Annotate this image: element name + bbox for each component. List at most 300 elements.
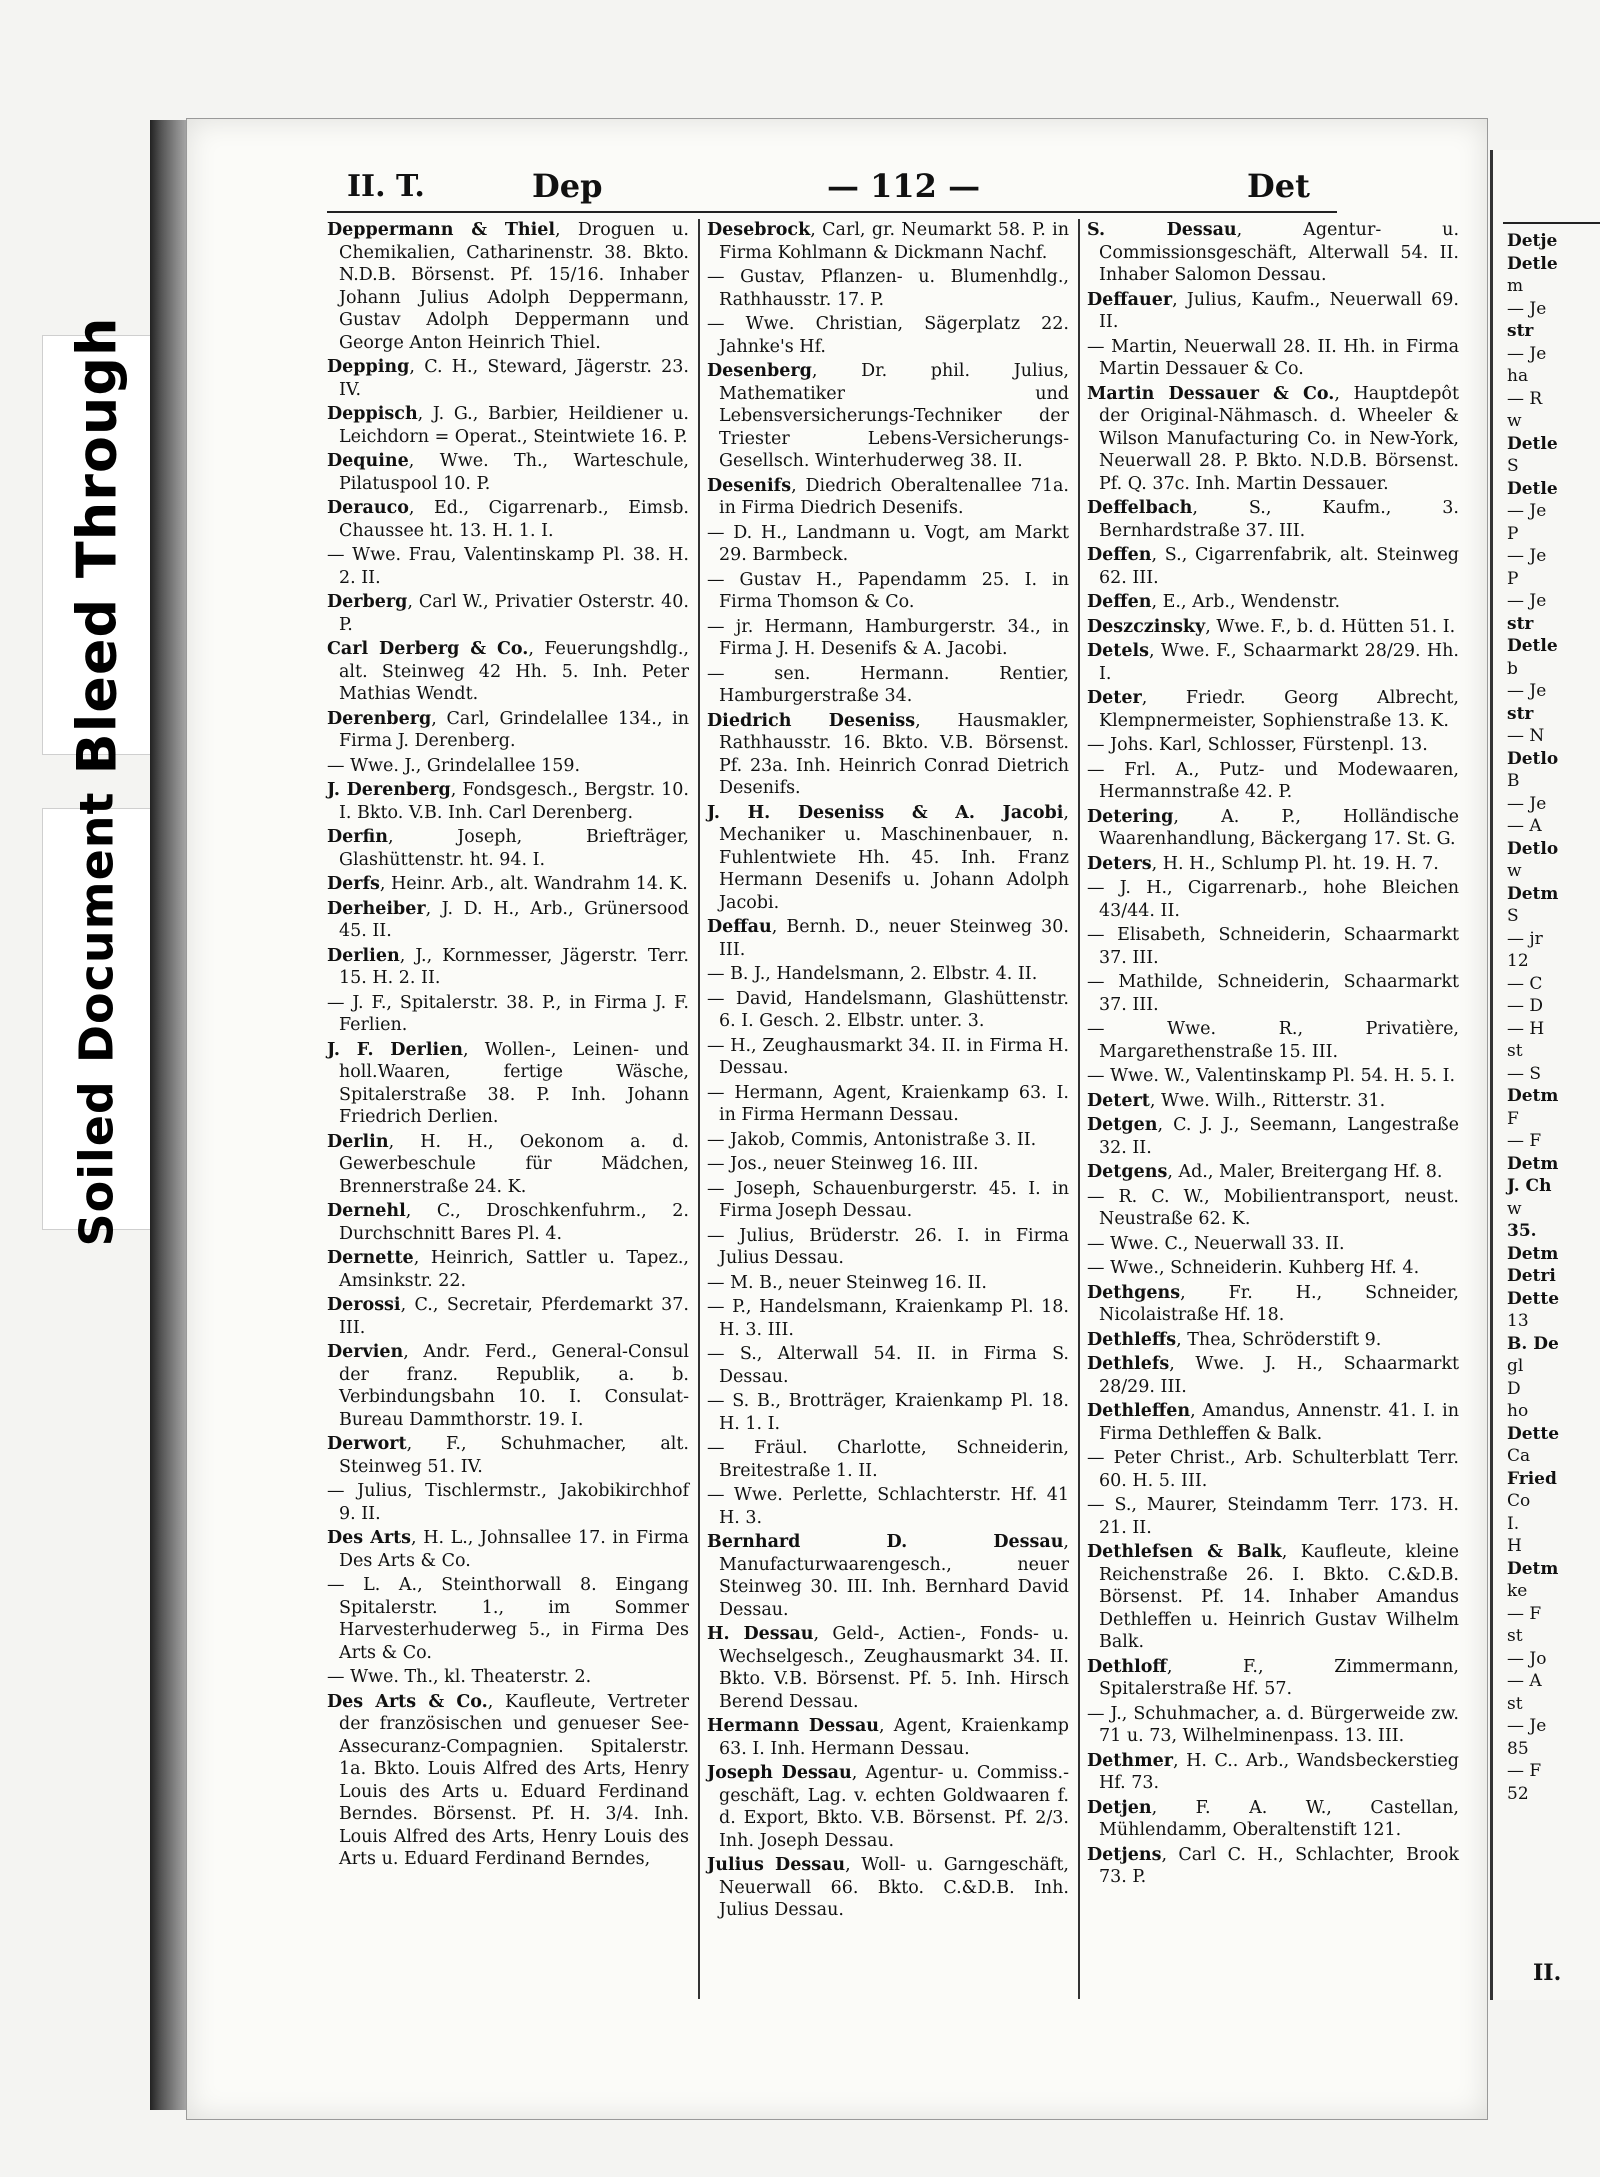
entry-details: , Carl, gr. Neumarkt 58. P. in Firma Kohlmann & Dickmann Nachf. [719,220,1069,263]
entry-details: — Wwe. Perlette, Schlachterstr. Hf. 41 H. 3. [707,1485,1069,1528]
entry-details: , H. H., Oekonom a. d. Gewerbeschule für Mädchen, Brennerstraße 24. K. [339,1131,689,1197]
facing-page-line: gl [1507,1356,1524,1376]
directory-entry [707,802,1069,915]
facing-page-line: — H [1507,1018,1545,1039]
entry-details: , Geld-, Actien-, Fonds- u. Wechselgesch., Zeughausmarkt 34. II. Bkto. V.B. Börsenst. Pf. 5. Inh. Hirsch Berend Dessau. [719,1624,1069,1712]
directory-entry [327,356,689,401]
entry-details: , Carl, Grindelallee 134., in Firma J. Derenberg. [339,708,689,751]
directory-entry [1087,1353,1459,1398]
entry-name: Hermann Dessau [707,1716,880,1736]
directory-entry [707,1484,1069,1529]
entry-details: — B. J., Handelsmann, 2. Elbstr. 4. II. [707,964,1038,984]
entry-name: Deter [1087,688,1142,708]
directory-entry [707,1296,1069,1341]
directory-entry [327,826,689,871]
facing-page-line: B [1507,771,1520,791]
facing-page-line: Detm [1507,883,1559,904]
entry-details: — Wwe. C., Neuerwall 33. II. [1087,1233,1345,1254]
entry-details: , S., Cigarrenfabrik, alt. Steinweg 62. III. [1099,545,1459,588]
entry-name: J. H. Deseniss & A. Jacobi [707,802,1064,823]
facing-page-line: Dette [1507,1423,1560,1444]
facing-page-line: F [1507,1108,1519,1129]
facing-page-line: st [1507,1041,1523,1061]
directory-entry [1087,591,1459,614]
entry-details: — Frl. A., Putz- und Modewaaren, Hermannstraße 42. P. [1087,759,1459,802]
directory-entry [707,475,1069,520]
facing-page-line: — C [1507,973,1543,994]
entry-details: — J., Schuhmacher, a. d. Bürgerweide zw. 71 u. 73, Wilhelminenpass. 13. III. [1087,1703,1459,1746]
facing-page-line: — Je [1507,298,1547,319]
facing-page-line: S [1507,906,1519,926]
header-rule [327,211,1337,213]
directory-entry [707,522,1069,567]
directory-entry [707,219,1069,264]
entry-name: Julius Dessau [707,1855,846,1875]
directory-entry [707,1129,1069,1152]
directory-entry [707,616,1069,661]
entry-details: , Andr. Ferd., General-Consul der franz. Republik, a. b. Verbindungsbahn 10. I. Consulat-Bureau Dammthorstr. 19. I. [339,1342,689,1430]
entry-name: Dethmer [1087,1750,1173,1771]
facing-page-line: Detm [1507,1153,1559,1174]
entry-details: , Amandus, Annenstr. 41. I. in Firma Dethleffen & Balk. [1099,1401,1459,1444]
entry-details: — Wwe. W., Valentinskamp Pl. 54. H. 5. I. [1087,1066,1456,1086]
entry-details: , F. A. W., Castellan, Mühlendamm, Oberaltenstift 121. [1099,1797,1459,1840]
entry-details: — Johs. Karl, Schlosser, Fürstenpl. 13. [1087,735,1428,755]
directory-entry [327,708,689,753]
entry-name: Dethloff [1087,1656,1167,1677]
facing-page-line: Fried [1507,1468,1557,1489]
entry-details: , Friedr. Georg Albrecht, Klempnermeister, Sophienstraße 13. K. [1099,688,1459,731]
facing-page-line: w [1507,861,1522,881]
entry-details: , H. C.. Arb., Wandsbeckerstieg Hf. 73. [1099,1750,1459,1793]
column-divider-1 [698,219,700,1999]
facing-page-line: Detlo [1507,748,1559,769]
directory-entry [707,710,1069,800]
column-2 [707,219,1069,1924]
entry-details: — Gustav H., Papendamm 25. I. in Firma Thomson & Co. [707,569,1069,612]
facing-page-line: — Jo [1507,1648,1547,1669]
entry-name: Derfs [327,874,380,894]
facing-page-line: — Je [1507,591,1547,611]
entry-name: Dethlefsen & Balk [1087,1542,1282,1562]
entry-name: Depping [327,357,410,377]
entry-name: Dernette [327,1248,414,1268]
entry-name: Desenberg [707,361,812,381]
entry-details: , Wwe. Th., Warteschule, Pilatuspool 10. P. [339,451,689,494]
entry-name: Detgens [1087,1162,1168,1182]
entry-details: , S., Kaufm., 3. Bernhardstraße 37. III. [1099,498,1459,541]
entry-name: Derfin [327,827,388,847]
facing-page-line: Ca [1507,1446,1531,1466]
facing-page-line: ke [1507,1581,1528,1601]
entry-details: — S., Maurer, Steindamm Terr. 173. H. 21. II. [1087,1495,1459,1538]
entry-details: , Heinrich, Sattler u. Tapez., Amsinkstr. 22. [339,1248,689,1291]
directory-entry [707,1178,1069,1223]
facing-page-line: P [1507,523,1519,544]
entry-details: — David, Handelsmann, Glashüttenstr. 6. I. Gesch. 2. Elbstr. unter. 3. [707,988,1069,1031]
facing-page-line: B. De [1507,1333,1559,1354]
entry-details: , Agent, Kraienkamp 63. I. Inh. Hermann Dessau. [719,1716,1069,1759]
entry-name: Desenifs [707,475,792,496]
directory-entry [1087,336,1459,381]
facing-page-line: Detle [1507,433,1558,454]
directory-entry [1087,806,1459,851]
entry-name: Derossi [327,1295,401,1315]
directory-entry [1087,1541,1459,1654]
facing-page-line: 52 [1507,1783,1529,1804]
facing-page-line: — jr [1507,928,1543,949]
entry-details: , Mechaniker u. Maschinenbauer, n. Fuhlentwiete Hh. 45. Inh. Franz Hermann Desenifs u. Johann Adolph Jacobi. [719,802,1069,913]
facing-page-line: — Je [1507,1716,1547,1736]
directory-entry [327,1433,689,1478]
entry-name: Bernhard D. Dessau [707,1532,1064,1552]
facing-page-line: m [1507,276,1524,296]
facing-page-line: — Je [1507,546,1547,566]
entry-name: Deszczinsky [1087,616,1206,637]
entry-name: Derlien [327,945,400,966]
facing-page-line: — Je [1507,793,1547,814]
entry-name: Martin Dessauer & Co. [1087,383,1335,404]
directory-entry [707,1623,1069,1713]
entry-details: , Kaufleute, kleine Reichenstraße 26. I. Bkto. C.&D.B. Börsenst. Pf. 14. Inhaber Amandus Dethleffen u. Heinrich Gustav Wilhelm Balk. [1099,1542,1459,1652]
entry-name: Derauco [327,498,409,518]
entry-details: , J., Kornmesser, Jägerstr. Terr. 15. H. 2. II. [339,945,689,988]
entry-name: Detels [1087,641,1150,661]
facing-page-line: ho [1507,1401,1529,1421]
entry-details: — Wwe. J., Grindelallee 159. [327,755,581,776]
facing-page-line: ha [1507,366,1529,386]
facing-page-line: str [1507,613,1534,634]
entry-details: , Droguen u. Chemikalien, Catharinenstr. 38. Bkto. N.D.B. Börsenst. Pf. 15/16. Inhaber Johann Julius Adolph Deppermann, Gustav Adolph Deppermann und George Anton Heinrich Thiel. [339,220,689,353]
directory-entry [327,1200,689,1245]
entry-details: — S., Alterwall 54. II. in Firma S. Dessau. [707,1344,1069,1387]
directory-entry [1087,1161,1459,1184]
directory-entry [1087,1018,1459,1063]
entry-details: , Fondsgesch., Bergstr. 10. I. Bkto. V.B. Inh. Carl Derenberg. [339,780,689,823]
directory-entry [707,360,1069,473]
facing-page-line: str [1507,703,1534,724]
entry-details: , Bernh. D., neuer Steinweg 30. III. [719,917,1069,960]
entry-details: — S. B., Brotträger, Kraienkamp Pl. 18. H. 1. I. [707,1391,1069,1434]
entry-name: Deffen [1087,545,1152,565]
entry-details: , H. L., Johnsallee 17. in Firma Des Arts & Co. [339,1528,689,1571]
facing-page-line: I. [1507,1513,1520,1534]
facing-page-line: — N [1507,726,1545,746]
facing-page-line: Detlo [1507,838,1559,859]
entry-name: J. Derenberg [327,780,451,800]
directory-entry [1087,971,1459,1016]
facing-page-line: Detm [1507,1558,1559,1579]
book-page-edges [150,120,188,2110]
facing-page-line: — Je [1507,681,1547,701]
entry-details: — sen. Hermann. Rentier, Hamburgerstraße 34. [707,663,1069,706]
directory-entry [707,1854,1069,1922]
entry-details: — Wwe. Th., kl. Theaterstr. 2. [327,1667,592,1687]
entry-details: , Carl C. H., Schlachter, Brook 73. P. [1099,1844,1459,1887]
directory-entry [327,1691,689,1871]
entry-details: — Wwe. Christian, Sägerplatz 22. Jahnke's Hf. [707,314,1069,357]
soiled-document-text: Soiled Document [70,791,125,1247]
facing-page-line: 13 [1507,1311,1529,1331]
entry-details: , E., Arb., Wendenstr. [1151,592,1341,612]
entry-name: Dethgens [1087,1282,1181,1303]
entry-details: , Kaufleute, Vertreter der französischen und genueser See-Assecuranz-Compagnien. Spitalerstr. 1a. Bkto. Louis Alfred des Arts, Henry Louis des Arts u. Eduard Ferdinand Berndes. Börsenst. Pf. H. 3/4. Inh. Louis Alfred des Arts, Henry Louis des Arts u. Eduard Ferdinand Berndes, [339,1691,690,1869]
directory-entry [1087,1186,1459,1231]
entry-details: — Fräul. Charlotte, Schneiderin, Breitestraße 1. II. [707,1438,1069,1481]
directory-entry [1087,877,1459,922]
directory-entry [1087,544,1459,589]
soiled-document-label [42,791,152,1247]
directory-entry [327,755,689,778]
entry-name: Deffen [1087,592,1152,612]
directory-entry [707,569,1069,614]
directory-entry [327,1247,689,1292]
directory-entry [327,1341,689,1431]
entry-details: , Wollen-, Leinen- und holl.Waaren, fertige Wäsche, Spitalerstraße 38. P. Inh. Johann Friedrich Derlien. [339,1039,690,1127]
entry-details: , Joseph, Briefträger, Glashüttenstr. ht. 94. I. [339,827,689,870]
entry-name: Detgen [1087,1115,1158,1135]
entry-details: — J. H., Cigarrenarb., hohe Bleichen 43/44. II. [1087,878,1459,921]
facing-page-line: Detle [1507,636,1558,656]
directory-entry [707,1390,1069,1435]
facing-page-line: w [1507,1198,1522,1219]
entry-name: Dethlefs [1087,1354,1170,1374]
directory-entry [707,1343,1069,1388]
entry-details: , Agentur- u. Commissionsgeschäft, Alterwall 54. II. Inhaber Salomon Dessau. [1099,220,1460,285]
directory-entry [327,403,689,448]
facing-page-line: — D [1507,996,1544,1016]
header-left: II. T. [347,169,425,204]
entry-details: — Hermann, Agent, Kraienkamp 63. I. in Firma Hermann Dessau. [707,1082,1069,1125]
facing-page-line: w [1507,411,1522,431]
directory-entry [1087,1090,1459,1113]
directory-entry [707,266,1069,311]
facing-page-text [1507,230,1559,1805]
facing-page-line: P [1507,568,1519,589]
directory-entry [707,916,1069,961]
facing-page-line: st [1507,1626,1523,1646]
entry-name: J. F. Derlien [327,1039,463,1060]
entry-name: Derheiber [327,898,426,919]
entry-details: — L. A., Steinthorwall 8. Eingang Spitalerstr. 1., im Sommer Harvesterhuderweg 5., in Firma Des Arts & Co. [327,1575,689,1663]
entry-details: — Wwe. R., Privatière, Margarethenstraße 15. III. [1087,1019,1459,1062]
entry-details: , Agentur- u. Commiss.-geschäft, Lag. v. echten Goldwaaren f. d. Export, Bkto. V.B. Börsenst. Pf. 2/3. Inh. Joseph Dessau. [719,1763,1069,1851]
directory-entry [707,313,1069,358]
directory-entry [1087,1400,1459,1445]
facing-page-line: — F [1507,1761,1542,1781]
directory-entry [1087,759,1459,804]
entry-details: , C., Droschkenfuhrm., 2. Durchschnitt Bares Pl. 4. [339,1201,689,1244]
entry-details: , Feuerungshdlg., alt. Steinweg 42 Hh. 5. Inh. Peter Mathias Wendt. [339,639,689,704]
directory-entry [707,1531,1069,1621]
directory-entry [1087,289,1459,334]
facing-page-line: Dette [1507,1288,1560,1309]
entry-name: Desebrock [707,220,811,240]
entry-details: , F., Schuhmacher, alt. Steinweg 51. IV. [339,1434,689,1477]
directory-entry [327,873,689,896]
bleed-through-label [42,316,152,774]
directory-entry [1087,1750,1459,1795]
entry-details: — H., Zeughausmarkt 34. II. in Firma H. Dessau. [707,1035,1069,1078]
directory-entry [327,1574,689,1664]
entry-details: , J. D. H., Arb., Grünersood 45. II. [339,898,689,941]
facing-page-line: Detle [1507,253,1558,274]
entry-details: — J. F., Spitalerstr. 38. P., in Firma J. F. Ferlien. [327,992,689,1035]
directory-entry [327,992,689,1037]
facing-page-rule [1503,222,1600,224]
directory-entry [327,591,689,636]
facing-page-line: — S [1507,1063,1542,1084]
directory-entry [327,945,689,990]
facing-page-line: st [1507,1693,1523,1714]
directory-entry [707,1272,1069,1295]
directory-entry [327,1039,689,1129]
entry-details: — Julius, Brüderstr. 26. I. in Firma Julius Dessau. [707,1225,1069,1268]
entry-details: , Hausmakler, Rathhausstr. 16. Bkto. V.B. Börsenst. Pf. 23a. Inh. Heinrich Conrad Dietrich Desenifs. [719,710,1069,798]
facing-page-line: — A [1507,816,1542,836]
directory-entry [327,638,689,706]
entry-details: , Wwe. F., b. d. Hütten 51. I. [1205,616,1456,637]
entry-details: , C. H., Steward, Jägerstr. 23. IV. [339,357,689,400]
entry-name: Detert [1087,1090,1150,1111]
entry-details: — M. B., neuer Steinweg 16. II. [707,1272,987,1293]
directory-entry [327,1131,689,1199]
facing-page-line: — Je [1507,501,1547,521]
entry-details: , C., Secretair, Pferdemarkt 37. III. [339,1295,689,1338]
entry-name: Dervien [327,1342,404,1362]
entry-name: Deffelbach [1087,498,1193,518]
directory-entry [707,1082,1069,1127]
directory-entry [707,1225,1069,1270]
facing-page-line: 35. [1507,1221,1537,1241]
entry-name: Joseph Dessau [707,1763,852,1783]
directory-entry [1087,1656,1459,1701]
directory-entry [1087,497,1459,542]
entry-name: Dethleffs [1087,1329,1177,1350]
entry-name: S. Dessau [1087,220,1237,240]
entry-details: , Julius, Kaufm., Neuerwall 69. II. [1099,289,1459,332]
directory-entry [1087,1233,1459,1256]
entry-details: — Julius, Tischlermstr., Jakobikirchhof 9. II. [327,1481,689,1524]
entry-name: Detering [1087,806,1174,827]
directory-entry [1087,1494,1459,1539]
entry-details: — P., Handelsmann, Kraienkamp Pl. 18. H. 3. III. [707,1297,1069,1340]
directory-entry [707,963,1069,986]
directory-entry [1087,687,1459,732]
directory-entry [327,450,689,495]
facing-page-line: Detje [1507,231,1558,251]
facing-page-footer: II. [1533,1960,1562,1986]
directory-entry [1087,1703,1459,1748]
header-catchword-left: Dep [532,167,603,205]
entry-details: — Joseph, Schauenburgerstr. 45. I. in Firma Joseph Dessau. [707,1178,1069,1221]
facing-page-line: H [1507,1536,1522,1556]
facing-page-edge [1490,150,1600,2000]
column-divider-2 [1078,219,1080,1999]
entry-details: — Gustav, Pflanzen- u. Blumenhdlg., Rathhausstr. 17. P. [707,267,1069,310]
entry-name: Des Arts [327,1528,412,1548]
directory-entry [707,1437,1069,1482]
entry-details: , Fr. H., Schneider, Nicolaistraße Hf. 18. [1099,1282,1459,1325]
entry-name: Derlin [327,1131,389,1152]
entry-details: — Wwe. Frau, Valentinskamp Pl. 38. H. 2. II. [327,545,689,588]
directory-entry [707,1153,1069,1176]
directory-entry [327,898,689,943]
facing-page-line: b [1507,658,1518,679]
directory-entry [327,1480,689,1525]
entry-details: — Jos., neuer Steinweg 16. III. [707,1154,979,1174]
entry-details: — Elisabeth, Schneiderin, Schaarmarkt 37. III. [1087,925,1459,968]
directory-entry [707,1762,1069,1852]
facing-page-line: 85 [1507,1738,1529,1759]
directory-entry [707,663,1069,708]
entry-name: Dequine [327,451,409,471]
column-3 [1087,219,1459,1891]
directory-entry [707,1715,1069,1760]
entry-details: — jr. Hermann, Hamburgerstr. 34., in Firma J. H. Desenifs & A. Jacobi. [707,616,1069,659]
facing-page-line: Detle [1507,478,1558,499]
directory-entry [1087,616,1459,639]
entry-details: — Wwe., Schneiderin. Kuhberg Hf. 4. [1087,1258,1420,1278]
directory-entry [1087,640,1459,685]
entry-details: — Jakob, Commis, Antonistraße 3. II. [707,1129,1037,1150]
page-number: — 112 — [827,167,981,205]
entry-name: Dernehl [327,1201,406,1221]
facing-page-line: — F [1507,1603,1542,1624]
directory-entry [1087,1282,1459,1327]
facing-page-line: — A [1507,1671,1542,1691]
facing-page-line: Detri [1507,1266,1556,1286]
entry-details: , Woll- u. Garngeschäft, Neuerwall 66. Bkto. C.&D.B. Inh. Julius Dessau. [719,1855,1069,1920]
directory-entry [327,1294,689,1339]
directory-entry [327,1527,689,1572]
entry-name: Deffau [707,917,772,937]
entry-name: Detjens [1087,1844,1162,1865]
entry-details: , Wwe. J. H., Schaarmarkt 28/29. III. [1099,1354,1459,1397]
directory-entry [1087,853,1459,876]
entry-details: , Wwe. F., Schaarmarkt 28/29. Hh. I. [1099,641,1459,684]
facing-page-line: Detm [1507,1243,1559,1264]
entry-name: Dethleffen [1087,1401,1191,1421]
directory-entry [1087,1844,1459,1889]
directory-entry [327,219,689,354]
entry-name: H. Dessau [707,1624,814,1644]
directory-entry [707,988,1069,1033]
entry-details: , Wwe. Wilh., Ritterstr. 31. [1149,1090,1386,1111]
entry-details: , Heinr. Arb., alt. Wandrahm 14. K. [379,874,688,894]
header-catchword-right: Det [1247,167,1310,205]
directory-entry [1087,383,1459,496]
directory-entry [1087,1114,1459,1159]
directory-entry [1087,924,1459,969]
directory-entry [1087,219,1459,287]
facing-page-line: S [1507,456,1519,476]
directory-entry [1087,1065,1459,1088]
entry-name: Deppermann & Thiel [327,220,556,240]
facing-page-line: — F [1507,1131,1542,1151]
directory-entry [1087,1257,1459,1280]
entry-details: , Dr. phil. Julius, Mathematiker und Lebensversicherungs-Techniker der Triester Lebens-Versicherungs-Gesellsch. Winterhuderweg 38. II. [719,361,1069,471]
directory-entry [327,1666,689,1689]
directory-entry [327,544,689,589]
entry-details: , C. J. J., Seemann, Langestraße 32. II. [1099,1115,1459,1158]
entry-details: , H. H., Schlump Pl. ht. 19. H. 7. [1151,853,1439,874]
entry-name: Carl Derberg & Co. [327,639,529,659]
directory-entry [327,497,689,542]
facing-page-line: — R [1507,388,1543,409]
facing-page-line: — Je [1507,343,1547,364]
facing-page-line: str [1507,321,1534,341]
